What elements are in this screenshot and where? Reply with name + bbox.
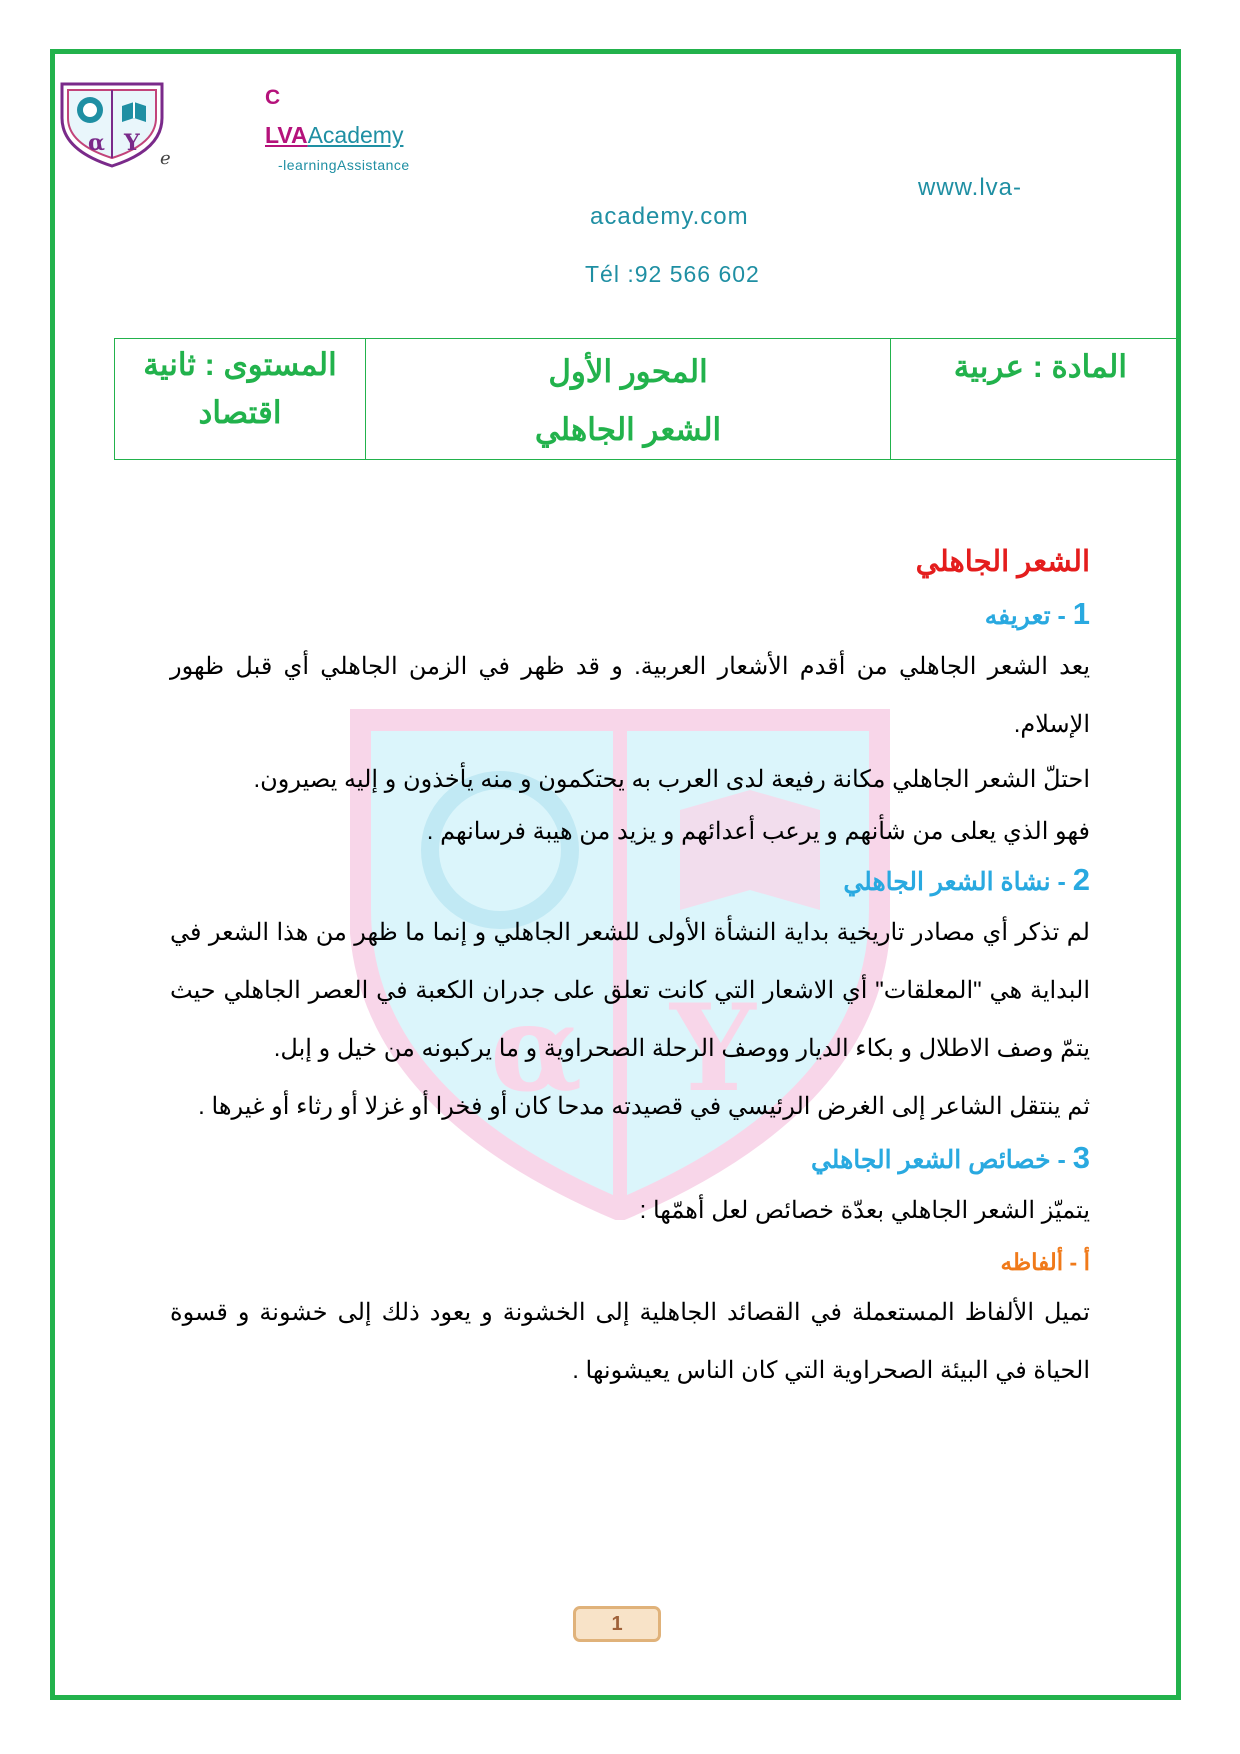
page-number: 1 [573,1606,661,1642]
level-cell [115,339,366,460]
brand-initial: C [265,86,281,109]
svg-text:α: α [490,978,583,1119]
website-line-2: academy.com [590,203,749,230]
brand-lva: LVA [265,122,308,148]
axis-cell [366,339,891,460]
section-3-heading [170,1136,1090,1182]
document-body [170,540,1090,1400]
section-1-number: 1 [1072,596,1090,631]
svg-text:α: α [88,130,105,156]
section-3-paragraph-1: يتميّز الشعر الجاهلي بعدّة خصائص لعل أهمّها : [639,1197,1090,1224]
axis-line-2: الشعر الجاهلي [534,412,722,447]
axis-line-1: المحور الأول [548,354,708,389]
section-2-heading [170,858,1090,904]
info-table [114,338,1178,460]
section-2-paragraph-2: ثم ينتقل الشاعر إلى الغرض الرئيسي في قصيدته مدحا كان أو فخرا أو غزلا أو رثاء أو غيرها . [198,1093,1090,1120]
section-1-heading [170,592,1090,638]
section-3-title: - خصائص الشعر الجاهلي [810,1146,1073,1174]
brand-letter-e: e [160,148,171,169]
subsection-a-heading: أ - ألفاظه [1000,1249,1090,1275]
section-1-paragraph-1: يعد الشعر الجاهلي من أقدم الأشعار العربية. و قد ظهر في الزمن الجاهلي أي قبل ظهور الإسلام. [170,653,1090,738]
phone-number: Tél :92 566 602 [585,261,760,287]
section-1-title: - تعريفه [984,602,1073,630]
section-2-title: - نشاة الشعر الجاهلي [843,868,1073,896]
website-line-1: www.lva- [918,174,1023,201]
lva-logo-icon [58,78,166,168]
subsection-a-paragraph-1: تميل الألفاظ المستعملة في القصائد الجاهلية إلى الخشونة و يعود ذلك إلى خشونة و قسوة الحياة في البيئة الصحراوية التي كان الناس يعيشونها . [170,1299,1090,1384]
section-3-number: 3 [1072,1140,1090,1175]
section-2-number: 2 [1072,862,1090,897]
level-line-2: اقتصاد [198,395,282,430]
level-line-1: المستوى : ثانية [143,347,337,382]
svg-text:Y: Y [670,978,756,1119]
brand-tagline: -learningAssistance [278,157,410,173]
section-1-paragraph-2: احتلّ الشعر الجاهلي مكانة رفيعة لدى العرب به يحتكمون و منه يأخذون و إليه يصيرون. [253,766,1090,793]
section-1-paragraph-3: فهو الذي يعلى من شأنهم و يرعب أعدائهم و يزيد من هيبة فرسانهم . [426,818,1090,845]
brand-name [265,122,403,149]
section-2-paragraph-1: لم تذكر أي مصادر تاريخية بداية النشأة الأولى للشعر الجاهلي و إنما ما ظهر من هذا الشعر في البداية هي "المعلقات" أي الاشعار التي كانت تعلق على جدران الكعبة في العصر الجاهلي حيث يتمّ وصف الاطلال و بكاء الديار ووصف الرحلة الصحراوية و ما يركبونه من خيل و إبل. [170,919,1090,1062]
brand-academy: Academy [307,122,404,148]
document-title: الشعر الجاهلي [915,546,1090,578]
subject-cell: المادة : عربية [891,339,1178,460]
svg-text:Y: Y [124,130,140,156]
